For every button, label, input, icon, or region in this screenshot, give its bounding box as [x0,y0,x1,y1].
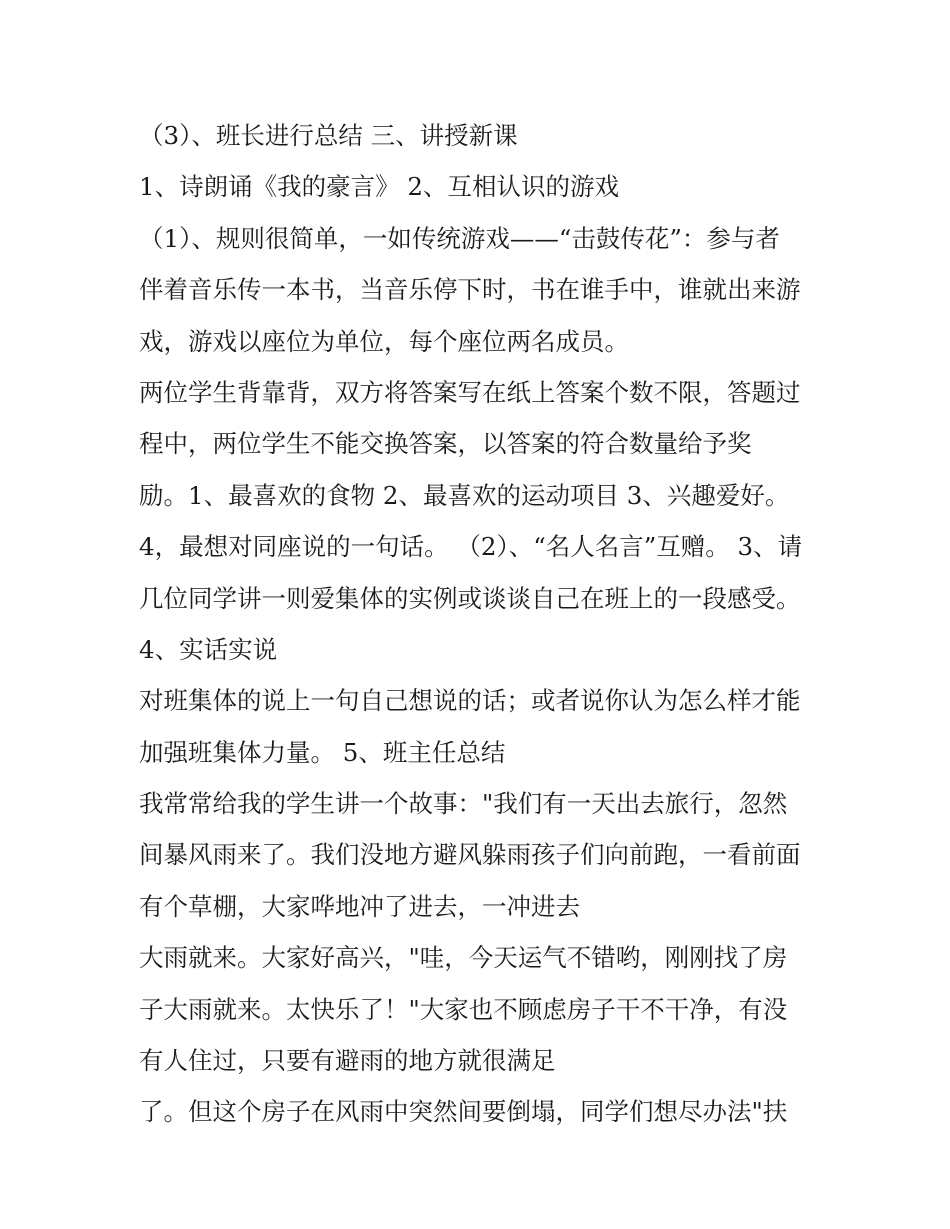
text-line: 对班集体的说上一句自己想说的话；或者说你认为怎么样才能 [139,686,801,716]
text-line: 4，最想对同座说的一句话。 （2）、“名人名言”互赠。 3、请 [139,532,803,562]
text-line: 1、诗朗诵《我的豪言》 2、互相认识的游戏 [139,172,619,202]
text-line: 伴着音乐传一本书，当音乐停下时，书在谁手中，谁就出来游 [139,275,801,305]
text-line: 4、实话实说 [139,634,278,664]
text-line: 加强班集体力量。 5、班主任总结 [139,737,506,767]
text-line: 子大雨就来。太快乐了！"大家也不顾虑房子干不干净，有没 [139,994,788,1024]
text-line: 几位同学讲一则爱集体的实例或谈谈自己在班上的一段感受。 [139,583,801,613]
text-line: 有人住过，只要有避雨的地方就很满足 [139,1046,556,1076]
text-line: 励。1、最喜欢的食物 2、最喜欢的运动项目 3、兴趣爱好。 [139,480,790,510]
text-line: （1）、规则很简单，一如传统游戏——“击鼓传花”：参与者 [139,223,780,253]
text-line: （3）、班长进行总结 三、讲授新课 [139,121,518,150]
text-line: 我常常给我的学生讲一个故事："我们有一天出去旅行，忽然 [139,789,788,819]
text-line: 戏，游戏以座位为单位，每个座位两名成员。 [139,326,629,356]
document-body [139,110,819,1138]
text-line: 了。但这个房子在风雨中突然间要倒塌，同学们想尽办法"扶 [139,1097,788,1127]
text-line: 有个草棚，大家哗地冲了进去，一冲进去 [139,891,580,921]
text-line: 间暴风雨来了。我们没地方避风躲雨孩子们向前跑，一看前面 [139,840,801,870]
text-line: 两位学生背靠背，双方将答案写在纸上答案个数不限，答题过 [139,377,801,407]
text-line: 大雨就来。大家好高兴，"哇，今天运气不错哟，刚刚找了房 [139,943,788,973]
text-line: 程中，两位学生不能交换答案，以答案的符合数量给予奖 [139,429,752,459]
